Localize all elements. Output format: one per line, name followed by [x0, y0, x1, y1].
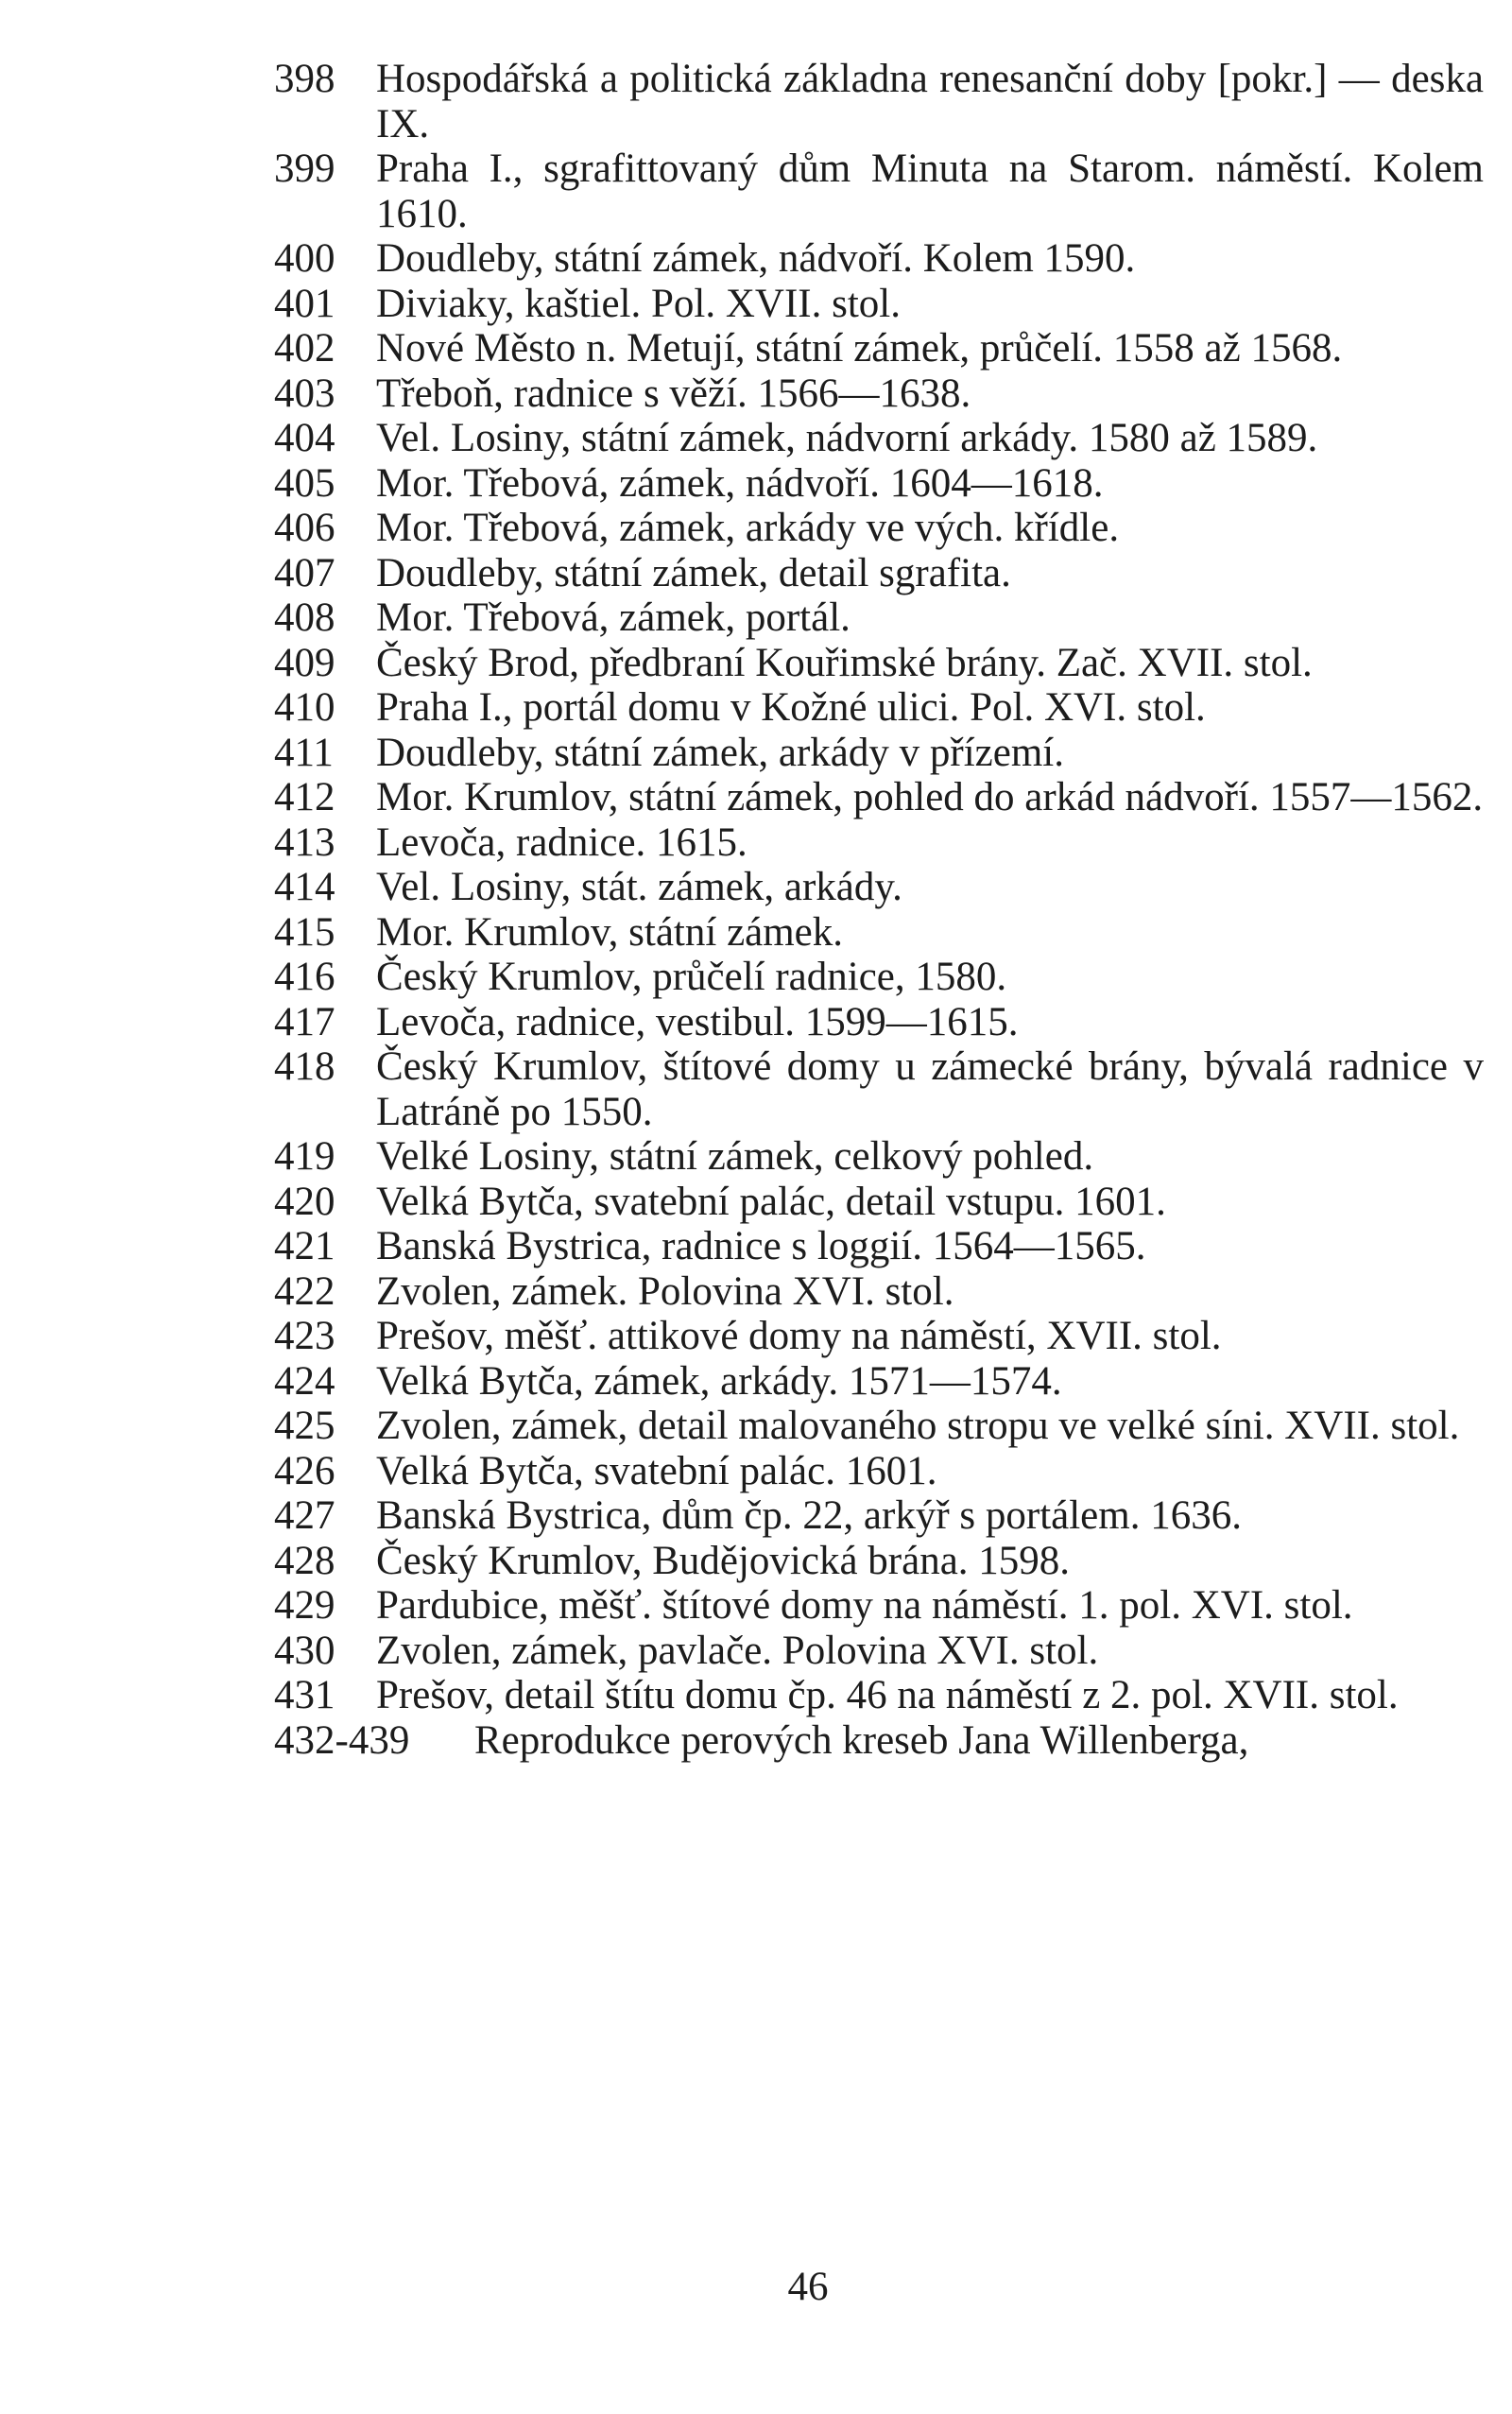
- entry-number: 415: [274, 909, 335, 955]
- entry-number: 419: [274, 1134, 335, 1179]
- entry-text: Banská Bystrica, dům čp. 22, arkýř s portálem. 1636.: [376, 1493, 1242, 1538]
- entry-number: 409: [274, 640, 335, 685]
- list-item: [274, 1449, 1484, 1494]
- entry-number: 414: [274, 865, 335, 909]
- entry-text: Velká Bytča, svatební palác, detail vstupu. 1601.: [376, 1179, 1166, 1224]
- entry-number: 427: [274, 1493, 335, 1538]
- list-item: [274, 865, 1484, 910]
- list-item: [274, 775, 1484, 820]
- entry-text: Zvolen, zámek. Polovina XVI. stol.: [376, 1268, 954, 1314]
- entry-number: 404: [274, 416, 335, 460]
- entry-number: 412: [274, 775, 335, 819]
- entry-number: 432-439: [274, 1717, 410, 1763]
- entry-text: Vel. Losiny, stát. zámek, arkády.: [376, 865, 902, 909]
- entry-text: Prešov, měšť. attikové domy na náměstí, XVII. stol.: [376, 1314, 1222, 1358]
- entry-text: Mor. Krumlov, státní zámek, pohled do arkád nádvoří. 1557—1562.: [376, 775, 1484, 819]
- entry-text: Doudleby, státní zámek, detail sgrafita.: [376, 550, 1011, 595]
- list-item: [274, 595, 1484, 641]
- caption-list: [274, 57, 1484, 1763]
- entry-text: Český Krumlov, štítové domy u zámecké brány, bývalá radnice v Latráně po 1550.: [376, 1044, 1484, 1134]
- entry-text: Levoča, radnice. 1615.: [376, 819, 747, 865]
- entry-number: 421: [274, 1224, 335, 1268]
- entry-number: 408: [274, 595, 335, 640]
- list-item: [274, 1000, 1484, 1045]
- list-item: [274, 955, 1484, 1000]
- entry-number: 423: [274, 1314, 335, 1358]
- entry-number: 413: [274, 819, 335, 865]
- list-item: [274, 1269, 1484, 1315]
- entry-number: 418: [274, 1044, 335, 1089]
- entry-text: Mor. Třebová, zámek, nádvoří. 1604—1618.: [376, 460, 1104, 506]
- entry-text: Mor. Třebová, zámek, portál.: [376, 595, 850, 640]
- list-item: [274, 551, 1484, 596]
- list-item: [274, 1314, 1484, 1359]
- list-item: [274, 1180, 1484, 1225]
- entry-number: 420: [274, 1179, 335, 1224]
- entry-text: Mor. Krumlov, státní zámek.: [376, 909, 844, 955]
- list-item: [274, 1404, 1484, 1449]
- list-item: [274, 371, 1484, 417]
- list-item: [274, 1224, 1484, 1269]
- entry-number: 403: [274, 371, 335, 416]
- entry-number: 416: [274, 955, 335, 999]
- entry-number: 405: [274, 460, 335, 506]
- entry-number: 424: [274, 1358, 335, 1404]
- entry-number: 401: [274, 281, 335, 326]
- entry-text: Banská Bystrica, radnice s loggií. 1564—1565.: [376, 1224, 1146, 1268]
- entry-text: Třeboň, radnice s věží. 1566—1638.: [376, 371, 971, 416]
- list-item: [274, 1673, 1484, 1718]
- entry-number: 398: [274, 57, 335, 101]
- list-item: [274, 461, 1484, 507]
- entry-number: 426: [274, 1448, 335, 1493]
- entry-number: 417: [274, 999, 335, 1044]
- entry-number: 399: [274, 147, 335, 191]
- entry-text: Hospodářská a politická základna renesanční doby [pokr.] — deska IX.: [376, 57, 1484, 147]
- entry-text: Diviaky, kaštiel. Pol. XVII. stol.: [376, 281, 901, 326]
- list-item: [274, 1583, 1484, 1629]
- entry-text: Zvolen, zámek, detail malovaného stropu ve velké síni. XVII. stol.: [376, 1404, 1460, 1448]
- list-item: [274, 282, 1484, 327]
- entry-number: 402: [274, 326, 335, 371]
- list-item: [274, 57, 1484, 147]
- entry-text: Velké Losiny, státní zámek, celkový pohled.: [376, 1134, 1094, 1179]
- entry-text: Velká Bytča, svatební palác. 1601.: [376, 1448, 937, 1493]
- entry-text: Vel. Losiny, státní zámek, nádvorní arkády. 1580 až 1589.: [376, 416, 1318, 460]
- entry-text: Prešov, detail štítu domu čp. 46 na náměstí z 2. pol. XVII. stol.: [376, 1673, 1399, 1717]
- entry-number: 406: [274, 506, 335, 550]
- list-item: [274, 506, 1484, 551]
- entry-text: Český Brod, předbraní Kouřimské brány. Zač. XVII. stol.: [376, 640, 1313, 685]
- entry-number: 411: [274, 730, 334, 775]
- entry-text: Doudleby, státní zámek, arkády v přízemí.: [376, 730, 1064, 775]
- list-item: [274, 1539, 1484, 1584]
- list-item: [274, 820, 1484, 866]
- entry-text: Nové Město n. Metují, státní zámek, průčelí. 1558 až 1568.: [376, 326, 1343, 371]
- list-item: [274, 1359, 1484, 1405]
- list-item: [274, 1718, 1484, 1764]
- list-item: [274, 641, 1484, 686]
- entry-number: 428: [274, 1538, 335, 1583]
- entry-number: 400: [274, 236, 335, 281]
- page-number: 46: [787, 2265, 829, 2309]
- entry-number: 407: [274, 550, 335, 595]
- entry-text: Velká Bytča, zámek, arkády. 1571—1574.: [376, 1358, 1062, 1404]
- list-item: [274, 236, 1484, 282]
- entry-text: Doudleby, státní zámek, nádvoří. Kolem 1590.: [376, 236, 1136, 281]
- entry-number: 429: [274, 1583, 335, 1628]
- list-item: [274, 910, 1484, 956]
- list-item: [274, 416, 1484, 461]
- list-item: [274, 326, 1484, 371]
- entry-number: 425: [274, 1404, 335, 1448]
- list-item: [274, 1044, 1484, 1134]
- entry-text: Pardubice, měšť. štítové domy na náměstí. 1. pol. XVI. stol.: [376, 1583, 1353, 1628]
- entry-text: Reprodukce perových kreseb Jana Willenberga,: [474, 1717, 1249, 1763]
- entry-text: Praha I., portál domu v Kožné ulici. Pol. XVI. stol.: [376, 685, 1206, 730]
- list-item: [274, 1629, 1484, 1674]
- entry-number: 431: [274, 1673, 335, 1717]
- entry-number: 410: [274, 685, 335, 730]
- entry-text: Levoča, radnice, vestibul. 1599—1615.: [376, 999, 1019, 1044]
- list-item: [274, 1493, 1484, 1539]
- entry-text: Zvolen, zámek, pavlače. Polovina XVI. stol.: [376, 1628, 1099, 1673]
- list-item: [274, 685, 1484, 731]
- list-item: [274, 1134, 1484, 1180]
- entry-text: Praha I., sgrafittovaný dům Minuta na Starom. náměstí. Kolem 1610.: [376, 147, 1484, 236]
- entry-text: Český Krumlov, průčelí radnice, 1580.: [376, 955, 1007, 999]
- entry-text: Mor. Třebová, zámek, arkády ve vých. křídle.: [376, 506, 1120, 550]
- list-item: [274, 731, 1484, 776]
- entry-number: 430: [274, 1628, 335, 1673]
- entry-text: Český Krumlov, Budějovická brána. 1598.: [376, 1538, 1071, 1583]
- list-item: [274, 147, 1484, 236]
- entry-number: 422: [274, 1268, 335, 1314]
